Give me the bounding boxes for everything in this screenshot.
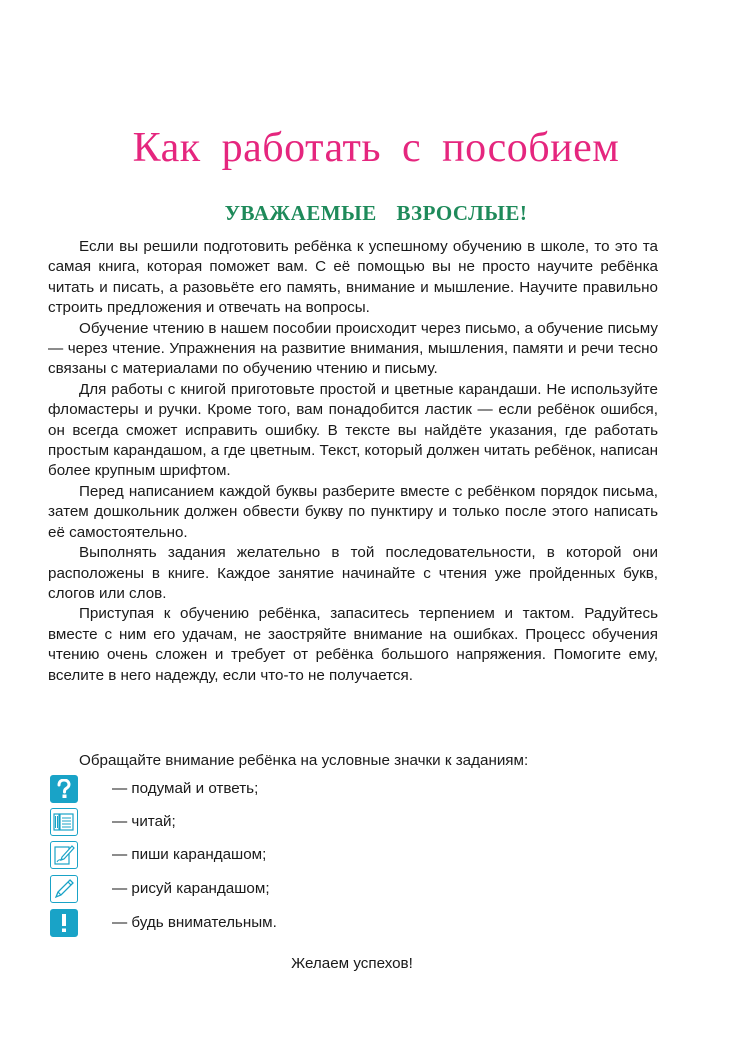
- legend-label: — будь внимательным.: [112, 914, 277, 931]
- question-icon: [50, 775, 78, 803]
- paragraph: Обучение чтению в нашем пособии происходит через письмо, а обучение письму — через чтение. Упражнения на развитие внимания, мышления, памяти и речи тесно связаны с материалами по обучению чтению и письму.: [48, 319, 658, 378]
- legend-item: [50, 841, 450, 871]
- legend-item: [50, 875, 450, 905]
- paragraph: Выполнять задания желательно в той последовательности, в которой они расположены в книге. Каждое занятие начинайте с чтения уже пройденных букв, слогов или слов.: [48, 544, 658, 602]
- pencil-draw-icon: [50, 875, 78, 903]
- exclamation-icon: [50, 909, 78, 937]
- legend-label: — рисуй карандашом;: [112, 880, 270, 897]
- legend-item: [50, 808, 450, 838]
- body-text: [48, 237, 658, 686]
- legend-intro: Обращайте внимание ребёнка на условные значки к заданиям:: [79, 752, 529, 769]
- paragraph: Если вы решили подготовить ребёнка к успешному обучению в школе, то это та самая книга, которая поможет вам. С её помощью вы не просто научите ребёнка читать и писать, а разовьёте его память, внимание и мышление. Научите правильно строить предложения и отвечать на вопросы.: [48, 238, 658, 317]
- closing-text: Желаем успехов!: [291, 955, 413, 972]
- page-title: Как работать с пособием: [132, 125, 620, 171]
- paragraph: Приступая к обучению ребёнка, запаситесь терпением и тактом. Радуйтесь вместе с ним его удачам, не заостряйте внимание на ошибках. Процесс обучения чтению очень сложен и требует от ребёнка большого напряжения. Помогите ему, вселите в него надежду, если что-то не получается.: [48, 605, 658, 684]
- legend-item: [50, 909, 450, 939]
- paragraph: Для работы с книгой приготовьте простой и цветные карандаши. Не используйте фломастеры и ручки. Кроме того, вам понадобится ластик — если ребёнок ошибся, он всегда сможет исправить ошибку. В тексте вы найдёте указания, где работать простым карандашом, а где цветным. Текст, который должен читать ребёнок, написан более крупным шрифтом.: [48, 380, 658, 480]
- legend-label: — пиши карандашом;: [112, 846, 267, 863]
- legend-label: — подумай и ответь;: [112, 780, 259, 797]
- legend-item: [50, 775, 450, 805]
- page-subtitle: УВАЖАЕМЫЕ ВЗРОСЛЫЕ!: [224, 201, 528, 225]
- legend-label: — читай;: [112, 813, 176, 830]
- paragraph: Перед написанием каждой буквы разберите вместе с ребёнком порядок письма, затем дошкольник должен обвести букву по пунктиру и только после этого написать её самостоятельно.: [48, 482, 658, 541]
- book-icon: [50, 808, 78, 836]
- pencil-write-icon: [50, 841, 78, 869]
